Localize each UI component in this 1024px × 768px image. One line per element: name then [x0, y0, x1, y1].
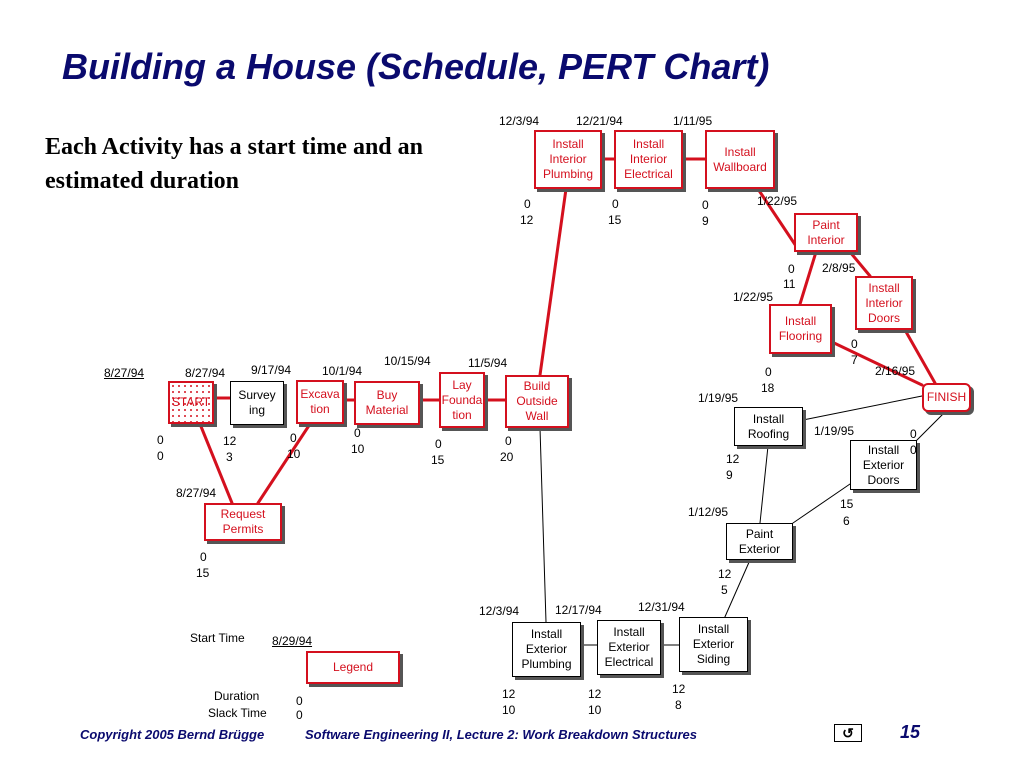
node-label: Permits [222, 522, 264, 536]
node-label: Lay [452, 377, 472, 392]
slack-time: 20 [500, 450, 514, 464]
node-label: Install [613, 625, 645, 639]
slack-time: 11 [783, 277, 796, 291]
legend-duration-value: 0 [296, 694, 303, 708]
edge-paintexterior-roofing [760, 446, 768, 523]
duration: 12 [672, 682, 686, 696]
node-label: Exterior [862, 457, 905, 472]
node-label: Siding [696, 652, 731, 666]
node-label: Exterior [692, 637, 735, 651]
slack-time: 9 [702, 214, 709, 228]
duration: 12 [223, 434, 237, 448]
node-label: Install [552, 137, 584, 151]
duration: 12 [502, 687, 516, 701]
node-label: tion [452, 407, 472, 422]
duration: 0 [612, 197, 619, 211]
start-date: 12/17/94 [555, 603, 602, 617]
legend-box-label: Legend [332, 660, 374, 674]
start-date: 1/19/95 [814, 424, 855, 438]
slack-time: 10 [287, 447, 301, 461]
slack-time: 15 [196, 566, 210, 580]
slack-time: 15 [608, 213, 622, 227]
node-label: Paint [745, 526, 774, 541]
node-label: Install [752, 411, 785, 426]
duration: 0 [354, 426, 361, 440]
start-date: 2/8/95 [822, 261, 856, 275]
duration: 12 [588, 687, 602, 701]
node-label: START [171, 395, 211, 409]
node-label: Excava [300, 387, 340, 401]
duration: 15 [840, 497, 854, 511]
node-install-interior-doors[interactable] [855, 276, 913, 330]
node-label: Buy [376, 388, 398, 402]
node-start[interactable] [168, 381, 214, 424]
subtitle: Each Activity has a start time and an estimated duration [45, 134, 423, 194]
edge-outsidewall-intplumbing [540, 189, 566, 375]
slack-time: 9 [726, 468, 733, 482]
node-buy-material[interactable] [354, 381, 420, 425]
node-install-roofing[interactable] [734, 407, 803, 446]
node-finish[interactable] [922, 383, 971, 412]
node-label: Paint [812, 217, 840, 232]
node-install-exterior-electrical[interactable] [597, 620, 661, 675]
duration: 0 [765, 365, 772, 379]
node-paint-interior[interactable] [794, 213, 858, 252]
node-install-wallboard[interactable] [705, 130, 775, 189]
node-label: Outside [516, 394, 558, 408]
duration: 12 [726, 452, 740, 466]
legend-box [306, 651, 400, 684]
node-label: Doors [867, 310, 900, 325]
page-title: Building a House (Schedule, PERT Chart) [62, 46, 770, 87]
node-install-exterior-siding[interactable] [679, 617, 748, 672]
node-label: Exterior [525, 642, 568, 656]
duration: 0 [290, 431, 297, 445]
node-label: Material [365, 403, 409, 417]
duration: 0 [788, 262, 795, 276]
duration: 0 [157, 433, 164, 447]
slack-time: 15 [431, 453, 445, 467]
node-label: Plumbing [521, 657, 572, 671]
return-arrow-icon[interactable] [834, 724, 862, 742]
start-date: 11/5/94 [468, 356, 508, 370]
node-label: tion [310, 402, 330, 416]
node-install-interior-electrical[interactable] [614, 130, 683, 189]
node-label: Install [697, 622, 730, 636]
node-label: Install [632, 137, 665, 151]
duration: 0 [851, 337, 858, 351]
slack-time: 5 [721, 583, 728, 597]
start-date: 1/12/95 [688, 505, 729, 519]
node-label: Interior [865, 295, 903, 310]
node-label: Wall [525, 409, 549, 423]
node-label: Install [784, 314, 817, 328]
node-label: Survey [238, 388, 276, 402]
node-label: Electrical [604, 655, 654, 669]
legend-slack-label: Slack Time [208, 706, 267, 720]
node-label: Roofing [747, 426, 790, 441]
start-date: 1/22/95 [733, 290, 774, 304]
node-label: FINISH [926, 390, 967, 404]
node-label: Request [220, 507, 266, 521]
start-date: 12/3/94 [499, 114, 540, 128]
node-label: Exterior [738, 541, 781, 556]
start-date: 8/27/94 [104, 366, 145, 380]
start-date: 12/31/94 [638, 600, 685, 614]
duration: 0 [200, 550, 207, 564]
node-label: Install [868, 280, 900, 295]
legend-slack-value: 0 [296, 708, 303, 722]
start-date: 2/16/95 [875, 364, 916, 378]
slack-time: 0 [157, 449, 164, 463]
slack-time: 10 [351, 442, 365, 456]
footer-course: Software Engineering II, Lecture 2: Work Breakdown Structures [305, 727, 698, 742]
duration: 0 [435, 437, 442, 451]
duration: 0 [910, 427, 917, 441]
start-date: 8/27/94 [176, 486, 217, 500]
start-date: 10/1/94 [322, 364, 363, 378]
slack-time: 10 [502, 703, 516, 717]
node-install-interior-plumbing[interactable] [534, 130, 602, 189]
slack-time: 6 [843, 514, 850, 528]
start-date: 9/17/94 [251, 363, 292, 377]
edge-extdoors-finish [917, 412, 945, 440]
start-date: 12/21/94 [576, 114, 623, 128]
start-date: 8/27/94 [185, 366, 226, 380]
slack-time: 8 [675, 698, 682, 712]
node-install-flooring[interactable] [769, 304, 832, 354]
node-label: Plumbing [542, 167, 594, 181]
legend-duration-label: Duration [214, 689, 260, 703]
node-build-outside-wall[interactable] [505, 375, 569, 428]
node-lay-foundation[interactable] [439, 372, 485, 428]
slack-time: 3 [226, 450, 233, 464]
slack-time: 18 [761, 381, 775, 395]
duration: 0 [524, 197, 531, 211]
node-install-exterior-plumbing[interactable] [512, 622, 581, 677]
node-paint-exterior[interactable] [726, 523, 793, 560]
node-label: Flooring [778, 329, 823, 343]
edge-permits-excavation [258, 424, 310, 503]
node-excavation[interactable] [296, 380, 344, 424]
duration: 12 [718, 567, 732, 581]
node-label: Install [724, 144, 756, 159]
duration: 0 [505, 434, 512, 448]
node-request-permits[interactable] [204, 503, 282, 541]
node-label: Exterior [608, 640, 650, 654]
slack-time: 12 [520, 213, 534, 227]
slack-time: 7 [851, 353, 858, 367]
node-label: Interior [629, 152, 668, 166]
edge-paintinterior-flooring [800, 252, 816, 304]
start-date: 12/3/94 [479, 604, 520, 618]
node-install-exterior-doors[interactable] [850, 440, 917, 490]
legend-start-time-label: Start Time [190, 631, 245, 645]
node-surveying[interactable] [230, 381, 284, 425]
duration: 0 [702, 198, 709, 212]
start-date: 1/22/95 [757, 194, 798, 208]
footer-copyright: Copyright 2005 Bernd Brügge [80, 727, 265, 742]
edge-outsidewall-extplumbing [540, 428, 546, 622]
slack-time: 10 [588, 703, 602, 717]
start-date: 1/19/95 [698, 391, 739, 405]
node-label: Interior [549, 152, 587, 166]
edge-roofing-finish [803, 396, 922, 420]
start-date: 1/11/95 [673, 114, 713, 128]
start-date: 10/15/94 [384, 354, 431, 368]
node-label: Build [523, 379, 551, 393]
node-label: Founda [441, 392, 483, 407]
page-number: 15 [900, 722, 921, 742]
node-label: Install [867, 442, 900, 457]
node-label: Interior [807, 232, 845, 247]
legend-start-time-value: 8/29/94 [272, 634, 313, 648]
node-label: Electrical [624, 167, 673, 181]
node-label: Install [530, 627, 563, 641]
nav-symbol: ↺ [842, 724, 854, 741]
node-label: ing [248, 403, 265, 417]
node-label: Doors [867, 472, 900, 487]
slack-time: 0 [910, 443, 917, 457]
node-label: Wallboard [713, 159, 767, 174]
